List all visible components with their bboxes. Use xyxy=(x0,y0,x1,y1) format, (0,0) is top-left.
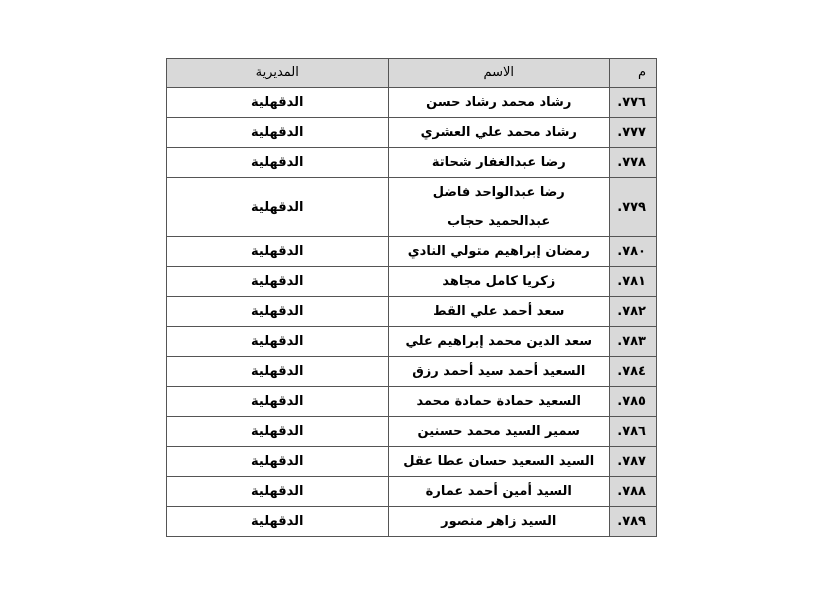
row-directorate: الدقهلية xyxy=(167,237,389,267)
row-name: زكريا كامل مجاهد xyxy=(388,267,610,297)
table-row xyxy=(167,118,657,148)
row-number: ٧٨٨. xyxy=(610,477,657,507)
row-number: ٧٨١. xyxy=(610,267,657,297)
row-number: ٧٨٤. xyxy=(610,357,657,387)
row-directorate: الدقهلية xyxy=(167,297,389,327)
row-directorate: الدقهلية xyxy=(167,88,389,118)
table-row xyxy=(167,88,657,118)
table-row xyxy=(167,237,657,267)
row-name xyxy=(388,178,610,237)
header-number: م xyxy=(610,59,657,88)
row-directorate: الدقهلية xyxy=(167,178,389,237)
table-row xyxy=(167,507,657,537)
row-name: رشاد محمد رشاد حسن xyxy=(388,88,610,118)
row-number: ٧٨٣. xyxy=(610,327,657,357)
row-name: رشاد محمد علي العشري xyxy=(388,118,610,148)
row-name: السيد السعيد حسان عطا عقل xyxy=(388,447,610,477)
row-name: السعيد أحمد سيد أحمد رزق xyxy=(388,357,610,387)
row-name: السيد زاهر منصور xyxy=(388,507,610,537)
row-directorate: الدقهلية xyxy=(167,447,389,477)
table-row xyxy=(167,357,657,387)
row-number: ٧٨٥. xyxy=(610,387,657,417)
row-number: ٧٧٦. xyxy=(610,88,657,118)
row-directorate: الدقهلية xyxy=(167,387,389,417)
row-number: ٧٨٢. xyxy=(610,297,657,327)
row-name: رضا عبدالغفار شحاتة xyxy=(388,148,610,178)
table-row xyxy=(167,417,657,447)
row-name-text: رضا عبدالواحد فاضل عبدالحميد حجاب xyxy=(432,185,565,229)
row-number: ٧٨٠. xyxy=(610,237,657,267)
row-directorate: الدقهلية xyxy=(167,477,389,507)
row-name: السيد أمين أحمد عمارة xyxy=(388,477,610,507)
header-directorate: المديرية xyxy=(167,59,389,88)
row-number: ٧٨٦. xyxy=(610,417,657,447)
row-name: سمير السيد محمد حسنين xyxy=(388,417,610,447)
table-header-row xyxy=(167,59,657,88)
row-name: سعد الدين محمد إبراهيم علي xyxy=(388,327,610,357)
table-row xyxy=(167,387,657,417)
row-number: ٧٧٨. xyxy=(610,148,657,178)
table-row xyxy=(167,327,657,357)
row-directorate: الدقهلية xyxy=(167,417,389,447)
row-number: ٧٨٧. xyxy=(610,447,657,477)
row-number: ٧٨٩. xyxy=(610,507,657,537)
row-directorate: الدقهلية xyxy=(167,507,389,537)
row-name: السعيد حمادة حمادة محمد xyxy=(388,387,610,417)
row-number: ٧٧٩. xyxy=(610,178,657,237)
table-row xyxy=(167,447,657,477)
table-row xyxy=(167,477,657,507)
row-directorate: الدقهلية xyxy=(167,267,389,297)
table-row xyxy=(167,267,657,297)
names-table-container xyxy=(166,58,657,537)
row-name: رمضان إبراهيم متولي النادي xyxy=(388,237,610,267)
table-row xyxy=(167,148,657,178)
row-number: ٧٧٧. xyxy=(610,118,657,148)
table-row xyxy=(167,178,657,237)
row-directorate: الدقهلية xyxy=(167,148,389,178)
row-directorate: الدقهلية xyxy=(167,118,389,148)
names-table xyxy=(166,58,657,537)
row-directorate: الدقهلية xyxy=(167,327,389,357)
row-name: سعد أحمد علي القط xyxy=(388,297,610,327)
row-directorate: الدقهلية xyxy=(167,357,389,387)
table-row xyxy=(167,297,657,327)
header-name: الاسم xyxy=(388,59,610,88)
